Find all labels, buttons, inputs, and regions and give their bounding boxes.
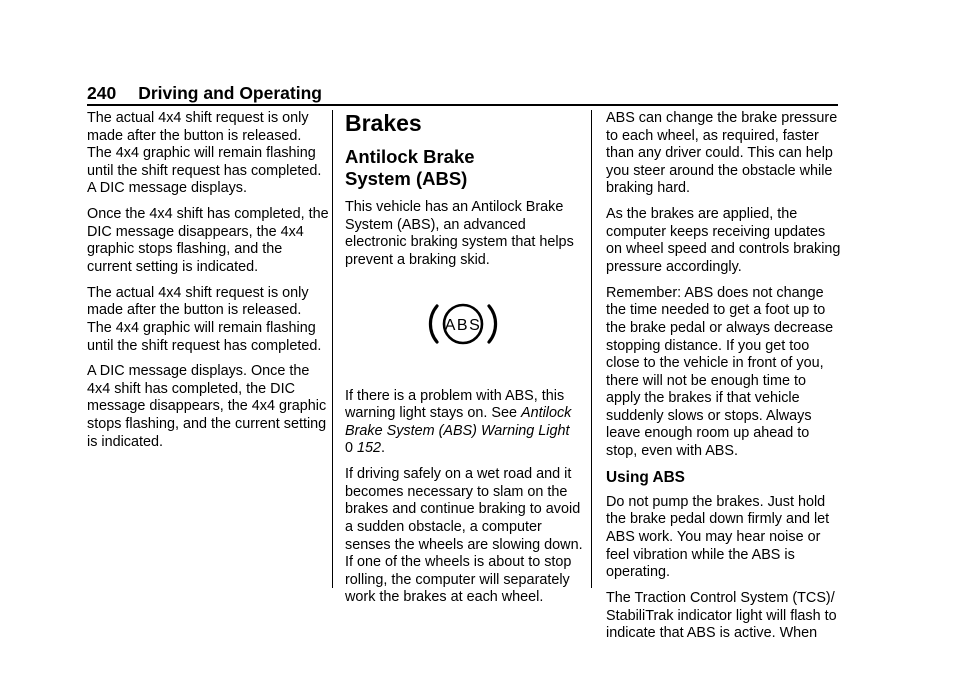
- page-ref-number[interactable]: 152: [357, 440, 382, 457]
- paragraph: ABS can change the brake pressure to each wheel, as required, faster than any driver could. This can help you steer around the obstacle while braking hard.: [606, 110, 838, 197]
- header-rule: [87, 104, 838, 106]
- subheading-abs: Antilock Brake System (ABS): [345, 146, 475, 189]
- warning-link[interactable]: Antilock Brake System (ABS) Warning Light: [345, 405, 572, 439]
- paragraph: As the brakes are applied, the computer keeps receiving updates on wheel speed and controls braking pressure accordingly.: [606, 206, 841, 275]
- column-divider-1: [332, 110, 333, 588]
- paragraph: Once the 4x4 shift has completed, the DIC message disappears, the 4x4 graphic stops flashing, and the current setting is indicated.: [87, 206, 329, 275]
- abs-warning-icon: [427, 298, 499, 350]
- paragraph: A DIC message displays. Once the 4x4 shift has completed, the DIC message disappears, the 4x4 graphic stops flashing, and the current setting is indicated.: [87, 363, 327, 450]
- abs-warning-paragraph: [345, 388, 587, 458]
- column-2: [345, 110, 587, 615]
- paragraph: Do not pump the brakes. Just hold the brake pedal down firmly and let ABS work. You may hear noise or feel vibration while the ABS is operating.: [606, 493, 830, 581]
- paragraph: Remember: ABS does not change the time needed to get a foot up to the brake pedal or always decrease stopping distance. If you get too close to the vehicle in front of you, there will not be enough time to apply the brakes if that vehicle suddenly slows or stops. Always leave enough room up ahead to stop, even with ABS.: [606, 284, 834, 460]
- page-number: 240: [87, 83, 117, 103]
- paragraph: The Traction Control System (TCS)/ StabiliTrak indicator light will flash to indicate that ABS is active. When: [606, 590, 837, 642]
- wet-road-paragraph: If driving safely on a wet road and it becomes necessary to slam on the brakes and continue braking to avoid a sudden obstacle, a computer senses the wheels are slowing down. If one of the wheels is about to stop rolling, the computer will separately work the brakes at each wheel.: [345, 466, 583, 606]
- subheading-using-abs: Using ABS: [606, 468, 685, 486]
- paragraph: The actual 4x4 shift request is only made after the button is released. The 4x4 graphic will remain flashing until the shift request has completed.: [87, 284, 322, 354]
- section-title: Driving and Operating: [138, 83, 322, 103]
- column-1: [87, 110, 329, 459]
- warning-text: If there is a problem with ABS, this warning light stays on. See: [345, 387, 565, 422]
- page-ref-symbol: 0: [345, 440, 354, 457]
- column-3: [606, 110, 842, 651]
- abs-warning-figure: [345, 278, 587, 388]
- page-header: [87, 82, 322, 104]
- abs-intro-paragraph: This vehicle has an Antilock Brake System (ABS), an advanced electronic braking system that helps prevent a braking skid.: [345, 199, 574, 268]
- section-heading-brakes: Brakes: [345, 110, 422, 136]
- abs-icon-label: ABS: [444, 316, 482, 334]
- column-divider-2: [591, 110, 592, 588]
- paragraph: The actual 4x4 shift request is only made after the button is released. The 4x4 graphic will remain flashing until the shift request has completed. A DIC message displays.: [87, 110, 322, 197]
- warning-end: .: [381, 440, 386, 457]
